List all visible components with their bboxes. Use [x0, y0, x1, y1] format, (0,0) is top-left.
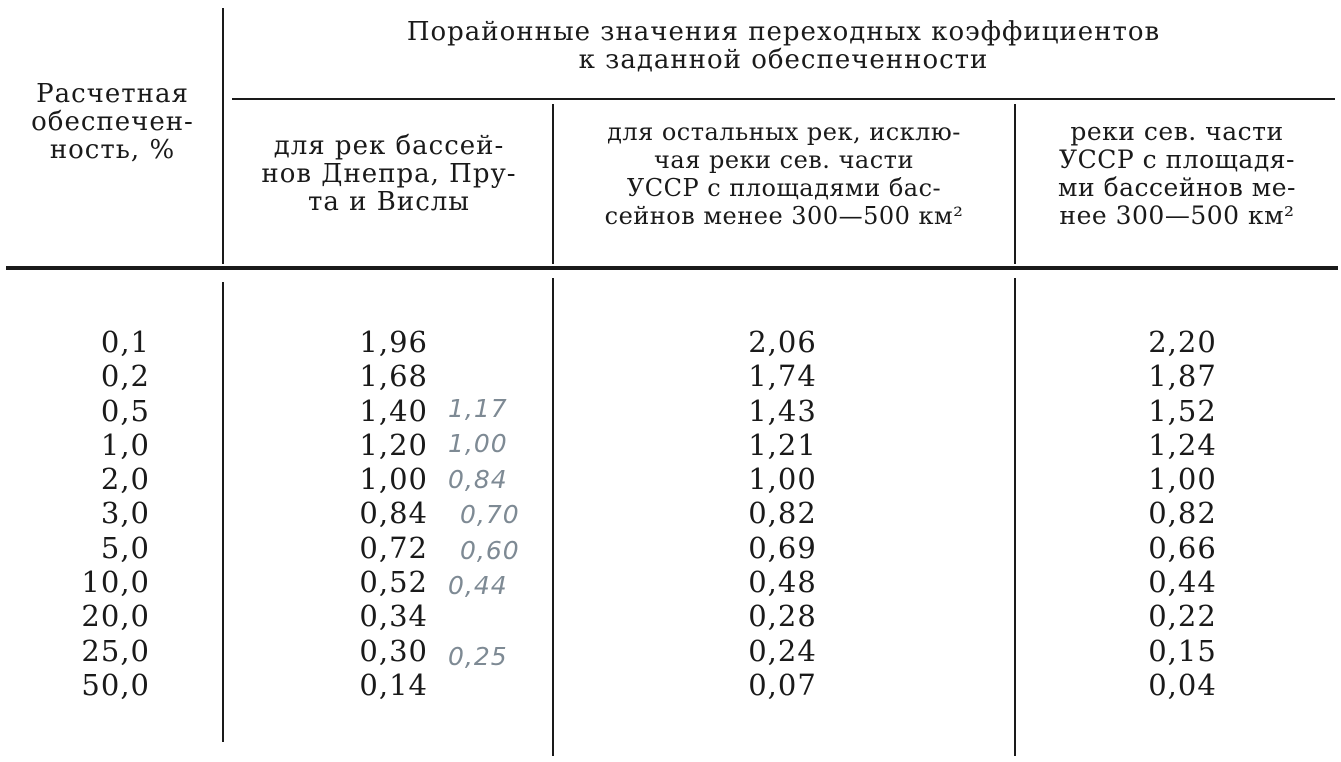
table-cell: 1,43 [748, 393, 817, 428]
header-line: реки сев. части [1070, 117, 1284, 146]
header-probability [10, 80, 215, 164]
table-cell: 0,72 [359, 530, 428, 565]
header-line: чая реки сев. части [654, 146, 914, 174]
table-cell: 2,0 [100, 462, 150, 497]
table-cell: 2,06 [748, 325, 817, 359]
header-line: УССР с площадя- [1059, 145, 1295, 174]
table-cell: 0,66 [1148, 530, 1217, 565]
divider-vertical-3-body [1014, 278, 1016, 756]
table-cell: 0,34 [359, 599, 428, 634]
handwritten-note: 0,44 [448, 570, 508, 600]
table-cell: 1,40 [359, 393, 428, 428]
table-cell: 0,15 [1148, 633, 1217, 668]
table-cell: 1,96 [359, 325, 428, 359]
table-cell: 0,1 [100, 325, 150, 359]
handwritten-note: 1,00 [448, 429, 508, 459]
table-cell: 2,20 [1148, 325, 1217, 359]
header-line: нов Днепра, Пру- [261, 159, 517, 189]
column-north-ussr-rivers [1130, 325, 1235, 702]
table-cell: 1,00 [1148, 462, 1217, 497]
table-cell: 3,0 [100, 496, 150, 531]
column-probability [40, 325, 150, 702]
column-other-rivers [730, 325, 835, 702]
table-cell: 1,68 [359, 359, 428, 394]
header-line: та и Вислы [308, 187, 470, 217]
table-cell: 5,0 [100, 530, 150, 565]
divider-vertical-2 [552, 104, 554, 264]
table-cell: 1,00 [748, 462, 817, 497]
table-cell: 0,44 [1148, 565, 1217, 600]
header-line: сейнов менее 300—500 км² [604, 202, 964, 230]
table-cell: 1,52 [1148, 393, 1217, 428]
table-cell: 1,87 [1148, 359, 1217, 394]
table-cell: 0,07 [748, 667, 817, 702]
table-cell: 0,28 [748, 599, 817, 634]
table-cell: 1,24 [1148, 427, 1217, 462]
divider-header-bottom [6, 266, 1338, 270]
header-line: обеспечен- [31, 107, 194, 137]
table-cell: 0,04 [1148, 667, 1217, 702]
header-line: для остальных рек, исклю- [607, 118, 961, 146]
header-other-rivers [556, 118, 1012, 230]
table-cell: 0,82 [748, 496, 817, 531]
table-cell: 0,52 [359, 565, 428, 600]
table-cell: 1,00 [359, 462, 428, 497]
table-cell: 0,82 [1148, 496, 1217, 531]
table-cell: 0,5 [100, 393, 150, 428]
table-cell: 0,69 [748, 530, 817, 565]
table-cell: 25,0 [81, 633, 150, 668]
table-cell: 0,84 [359, 496, 428, 531]
header-north-ussr-rivers [1018, 118, 1336, 230]
header-line: к заданной обеспеченности [578, 45, 989, 75]
table-cell: 10,0 [81, 565, 150, 600]
header-line: УССР с площадями бас- [626, 174, 942, 202]
header-line: ность, % [49, 135, 176, 165]
handwritten-note: 0,84 [448, 464, 508, 494]
table-cell: 1,21 [748, 427, 817, 462]
header-line: Расчетная [36, 79, 189, 109]
header-line: Порайонные значения переходных коэффициентов [406, 17, 1161, 47]
table-cell: 1,20 [359, 427, 428, 462]
handwritten-notes [448, 391, 548, 674]
table-cell: 0,22 [1148, 599, 1217, 634]
divider-group-header [232, 98, 1335, 100]
table-cell: 0,2 [100, 359, 150, 394]
header-line: нее 300—500 км² [1059, 201, 1295, 230]
header-dnepr-prut-visla [226, 132, 552, 216]
handwritten-note: 0,60 [460, 535, 520, 565]
table-cell: 0,30 [359, 633, 428, 668]
table-cell: 50,0 [81, 667, 150, 702]
divider-vertical-1 [222, 8, 224, 264]
table-cell: 1,74 [748, 359, 817, 394]
handwritten-note: 0,70 [460, 500, 520, 530]
table-cell: 1,0 [100, 427, 150, 462]
table-cell: 0,14 [359, 667, 428, 702]
header-line: ми бассейнов ме- [1058, 173, 1296, 202]
header-line: для рек бассей- [273, 131, 505, 161]
header-group-coefficients [232, 18, 1335, 74]
table-cell: 0,48 [748, 565, 817, 600]
table-cell: 0,24 [748, 633, 817, 668]
divider-vertical-2-body [552, 278, 554, 756]
divider-vertical-1-body [222, 282, 224, 742]
handwritten-note: 0,25 [448, 641, 508, 671]
column-dnepr-prut-visla [330, 325, 428, 702]
divider-vertical-3 [1014, 104, 1016, 264]
handwritten-note: 1,17 [448, 394, 508, 423]
table-cell: 20,0 [81, 599, 150, 634]
